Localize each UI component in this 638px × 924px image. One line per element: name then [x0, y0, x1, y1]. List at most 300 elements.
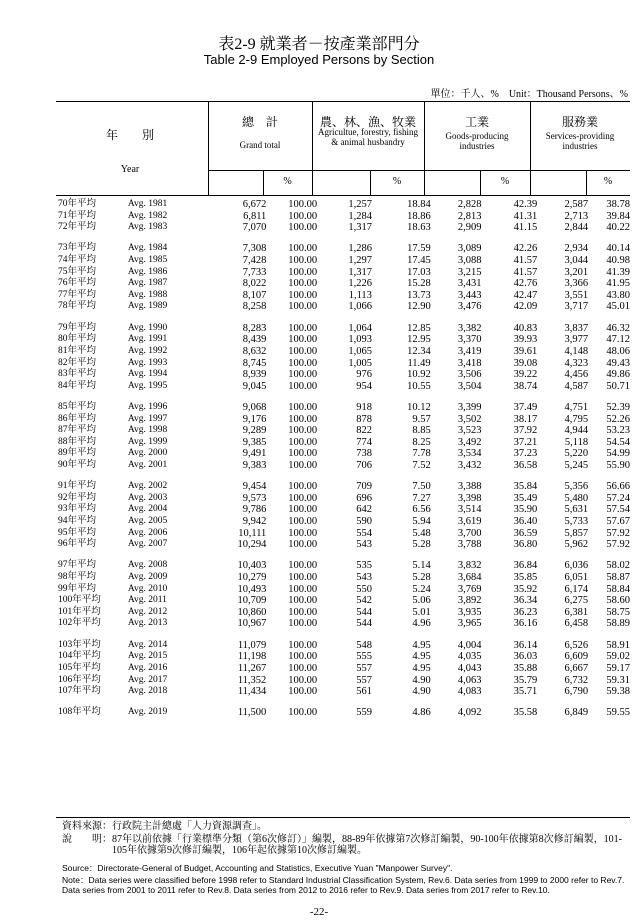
agri-count-cell: 822 — [356, 425, 372, 437]
agri-count-cell: 550 — [356, 583, 372, 595]
total-count-cell: 7,308 — [242, 243, 267, 255]
note-zh — [62, 834, 632, 856]
year-en-cell: Avg. 1987 — [127, 278, 168, 289]
services-pct-cell: 40.98 — [606, 255, 630, 267]
industry-count-cell: 3,788 — [457, 539, 482, 551]
table-row — [56, 437, 630, 449]
year-zh-cell: 88年平均 — [58, 436, 97, 447]
industry-count-cell: 3,769 — [457, 583, 482, 595]
services-pct-cell: 49.86 — [606, 369, 630, 381]
year-en-cell: Avg. 1984 — [127, 243, 168, 254]
industry-count-cell: 3,514 — [457, 504, 482, 516]
year-zh-cell: 92年平均 — [58, 492, 97, 503]
header-total-en: Grand total — [239, 140, 281, 150]
total-pct-cell: 100.00 — [288, 345, 318, 357]
agri-count-cell: 1,065 — [348, 345, 372, 357]
table-row — [56, 381, 630, 393]
source-en: Source：Directorate-General of Budget, Accounting and Statistics, Executive Yuan "Manpower Survey". — [62, 863, 453, 873]
industry-pct-cell: 35.88 — [513, 662, 538, 674]
agri-pct-cell: 10.12 — [407, 401, 431, 413]
table-row — [56, 539, 630, 551]
agri-count-cell: 561 — [356, 686, 372, 698]
table-row — [56, 255, 630, 267]
industry-pct-cell: 35.92 — [513, 583, 538, 595]
total-count-cell: 11,434 — [237, 686, 267, 698]
table-row — [56, 414, 630, 426]
services-count-cell: 4,323 — [564, 357, 589, 369]
total-count-cell: 7,733 — [242, 266, 267, 278]
agri-count-cell: 642 — [356, 504, 372, 516]
pct-header-agri: % — [392, 176, 402, 187]
pct-header-total: % — [283, 176, 292, 187]
total-count-cell: 9,385 — [242, 436, 267, 448]
year-zh-cell: 94年平均 — [58, 516, 97, 526]
group-spacer — [56, 234, 630, 244]
year-zh-cell: 100年平均 — [58, 595, 101, 606]
total-count-cell: 8,745 — [242, 357, 267, 369]
services-count-cell: 3,201 — [564, 266, 589, 278]
year-en-cell: Avg. 1992 — [127, 345, 168, 356]
year-en-cell: Avg. 2010 — [127, 583, 168, 594]
year-zh-cell: 81年平均 — [58, 345, 97, 356]
services-count-cell: 5,857 — [564, 527, 589, 539]
agri-count-cell: 543 — [356, 539, 372, 551]
services-count-cell: 2,844 — [564, 222, 589, 234]
year-zh-cell: 74年平均 — [58, 255, 97, 266]
services-count-cell: 6,381 — [564, 606, 589, 618]
industry-pct-cell: 37.92 — [513, 425, 538, 437]
total-pct-cell: 100.00 — [288, 448, 318, 460]
industry-pct-cell: 35.90 — [513, 504, 538, 516]
year-en-cell: Avg. 1998 — [127, 425, 168, 436]
industry-pct-cell: 37.21 — [513, 436, 538, 448]
total-count-cell: 7,428 — [242, 255, 267, 267]
industry-pct-cell: 41.57 — [513, 266, 538, 278]
services-count-cell: 3,044 — [564, 255, 589, 267]
services-pct-cell: 54.54 — [606, 436, 630, 448]
table-row — [56, 369, 630, 381]
services-count-cell: 5,962 — [564, 539, 589, 551]
industry-pct-cell: 39.08 — [513, 357, 538, 369]
agri-pct-cell: 7.27 — [412, 492, 431, 504]
agri-pct-cell: 7.78 — [412, 448, 431, 460]
total-pct-cell: 100.00 — [288, 651, 318, 663]
industry-pct-cell: 40.83 — [513, 322, 538, 334]
year-zh-cell: 79年平均 — [58, 322, 97, 333]
industry-count-cell: 3,619 — [457, 516, 482, 527]
table-row — [56, 448, 630, 460]
agri-count-cell: 1,113 — [348, 289, 372, 301]
agri-count-cell: 1,066 — [348, 301, 372, 313]
services-pct-cell: 41.95 — [606, 278, 630, 290]
total-count-cell: 8,258 — [242, 301, 267, 313]
agri-pct-cell: 4.95 — [412, 639, 431, 651]
services-pct-cell: 41.39 — [606, 266, 630, 278]
services-pct-cell: 59.17 — [606, 662, 630, 674]
note-zh-label: 說 明： — [62, 834, 112, 845]
total-pct-cell: 100.00 — [288, 606, 318, 618]
group-spacer — [56, 392, 630, 402]
agri-pct-cell: 17.45 — [407, 255, 431, 267]
year-en-cell: Avg. 1985 — [127, 255, 168, 266]
total-count-cell: 9,045 — [242, 380, 267, 392]
table-row — [56, 211, 630, 223]
source-zh: 資料來源：行政院主計總處「人力資源調查」。 — [62, 821, 267, 832]
year-en-cell: Avg. 2012 — [127, 606, 168, 617]
year-zh-cell: 84年平均 — [58, 380, 97, 391]
agri-pct-cell: 18.86 — [407, 210, 431, 222]
agri-pct-cell: 15.28 — [407, 278, 431, 290]
industry-pct-cell: 42.09 — [513, 301, 538, 313]
table-row — [56, 516, 630, 528]
services-count-cell: 5,480 — [564, 492, 589, 504]
total-count-cell: 11,267 — [237, 662, 267, 674]
agri-count-cell: 774 — [356, 436, 372, 448]
table-top-rule — [56, 101, 630, 102]
industry-pct-cell: 35.79 — [513, 674, 538, 686]
agri-count-cell: 557 — [356, 674, 372, 686]
services-pct-cell: 58.60 — [606, 595, 630, 607]
industry-pct-cell: 36.34 — [513, 595, 538, 607]
services-count-cell: 2,713 — [564, 210, 589, 222]
industry-pct-cell: 36.14 — [513, 639, 538, 651]
industry-pct-cell: 38.17 — [513, 413, 538, 425]
total-pct-cell: 100.00 — [288, 539, 318, 551]
industry-pct-cell: 42.39 — [513, 199, 538, 210]
industry-count-cell: 3,431 — [457, 278, 482, 290]
table-row — [56, 618, 630, 630]
industry-pct-cell: 41.31 — [513, 210, 538, 222]
total-pct-cell: 100.00 — [288, 707, 318, 719]
agri-count-cell: 706 — [356, 459, 372, 471]
agri-count-cell: 543 — [356, 572, 372, 584]
total-pct-cell: 100.00 — [288, 583, 318, 595]
total-pct-cell: 100.00 — [288, 639, 318, 651]
total-count-cell: 9,454 — [242, 481, 267, 493]
total-count-cell: 11,198 — [237, 651, 267, 663]
services-pct-cell: 58.91 — [606, 639, 630, 651]
industry-pct-cell: 41.15 — [513, 222, 538, 234]
services-count-cell: 4,587 — [564, 380, 589, 392]
year-en-cell: Avg. 2000 — [127, 448, 168, 459]
year-en-cell: Avg. 1989 — [127, 301, 168, 312]
services-pct-cell: 49.43 — [606, 357, 630, 369]
agri-pct-cell: 5.94 — [412, 516, 431, 527]
total-count-cell: 11,500 — [237, 707, 267, 719]
industry-pct-cell: 39.61 — [513, 345, 538, 357]
pct-header-services: % — [603, 176, 613, 187]
year-zh-cell: 87年平均 — [58, 425, 97, 436]
year-en-cell: Avg. 2007 — [127, 539, 168, 550]
table-body — [56, 199, 630, 719]
total-count-cell: 9,491 — [242, 448, 267, 460]
total-pct-cell: 100.00 — [288, 199, 318, 210]
total-pct-cell: 100.00 — [288, 401, 318, 413]
year-zh-cell: 85年平均 — [58, 401, 97, 412]
year-zh-cell: 102年平均 — [58, 618, 101, 629]
agri-pct-cell: 11.49 — [407, 357, 431, 369]
table-row — [56, 572, 630, 584]
industry-pct-cell: 37.49 — [513, 401, 538, 413]
services-count-cell: 4,944 — [564, 425, 589, 437]
services-count-cell: 5,118 — [564, 436, 589, 448]
year-zh-cell: 86年平均 — [58, 413, 97, 424]
table-row — [56, 686, 630, 698]
year-en-cell: Avg. 1993 — [127, 357, 168, 368]
agri-count-cell: 1,286 — [348, 243, 372, 255]
industry-pct-cell: 35.71 — [513, 686, 538, 698]
pct-subheader-rule — [208, 170, 630, 171]
total-pct-cell: 100.00 — [288, 560, 318, 572]
year-en-cell: Avg. 1982 — [127, 210, 168, 221]
industry-count-cell: 3,370 — [457, 334, 482, 346]
services-pct-cell: 52.39 — [606, 401, 630, 413]
services-count-cell: 6,458 — [564, 618, 589, 630]
year-zh-cell: 75年平均 — [58, 266, 97, 277]
year-zh-cell: 106年平均 — [58, 674, 101, 685]
year-en-cell: Avg. 2013 — [127, 618, 168, 629]
total-pct-cell: 100.00 — [288, 674, 318, 686]
industry-pct-cell: 36.16 — [513, 618, 538, 630]
industry-count-cell: 3,700 — [457, 527, 482, 539]
year-en-cell: Avg. 2005 — [127, 516, 168, 526]
industry-pct-cell: 42.26 — [513, 243, 538, 255]
total-pct-cell: 100.00 — [288, 334, 318, 346]
services-count-cell: 3,551 — [564, 289, 589, 301]
agri-pct-cell: 4.90 — [412, 686, 431, 698]
table-row — [56, 243, 630, 255]
agri-count-cell: 918 — [356, 401, 372, 413]
services-pct-cell: 56.66 — [606, 481, 630, 493]
total-count-cell: 8,283 — [242, 322, 267, 334]
industry-pct-cell: 36.59 — [513, 527, 538, 539]
services-pct-cell: 50.71 — [606, 380, 630, 392]
services-pct-cell: 57.24 — [606, 492, 630, 504]
year-en-cell: Avg. 2011 — [127, 595, 167, 606]
industry-count-cell: 3,432 — [457, 459, 482, 471]
agri-pct-cell: 10.55 — [407, 380, 431, 392]
industry-count-cell: 2,828 — [457, 199, 482, 210]
agri-count-cell: 555 — [356, 651, 372, 663]
year-en-cell: Avg. 1981 — [127, 199, 168, 209]
agri-pct-cell: 17.59 — [407, 243, 431, 255]
year-zh-cell: 93年平均 — [58, 504, 97, 515]
agri-pct-cell: 4.96 — [412, 618, 431, 630]
industry-pct-cell: 36.84 — [513, 560, 538, 572]
industry-count-cell: 2,813 — [457, 210, 482, 222]
agri-count-cell: 696 — [356, 492, 372, 504]
year-en-cell: Avg. 1996 — [127, 401, 168, 412]
total-count-cell: 8,939 — [242, 369, 267, 381]
year-en-cell: Avg. 2015 — [127, 651, 168, 662]
agri-pct-cell: 12.34 — [407, 345, 431, 357]
services-count-cell: 2,934 — [564, 243, 589, 255]
total-pct-cell: 100.00 — [288, 380, 318, 392]
services-count-cell: 6,036 — [564, 560, 589, 572]
agri-pct-cell: 13.73 — [407, 289, 431, 301]
table-row — [56, 607, 630, 619]
agri-pct-cell: 5.14 — [412, 560, 431, 572]
table-row — [56, 493, 630, 505]
services-count-cell: 5,245 — [564, 459, 589, 471]
agri-count-cell: 1,226 — [348, 278, 372, 290]
year-zh-cell: 82年平均 — [58, 357, 97, 368]
services-count-cell: 4,795 — [564, 413, 589, 425]
total-pct-cell: 100.00 — [288, 357, 318, 369]
year-zh-cell: 73年平均 — [58, 243, 97, 254]
services-count-cell: 6,849 — [564, 707, 589, 719]
industry-pct-cell: 36.80 — [513, 539, 538, 551]
services-count-cell: 6,051 — [564, 572, 589, 584]
total-pct-cell: 100.00 — [288, 413, 318, 425]
services-pct-cell: 39.84 — [606, 210, 630, 222]
industry-count-cell: 4,004 — [457, 639, 482, 651]
services-count-cell: 5,356 — [564, 481, 589, 493]
agri-pct-cell: 12.90 — [407, 301, 431, 313]
agri-pct-cell: 18.63 — [407, 222, 431, 234]
total-pct-cell: 100.00 — [288, 662, 318, 674]
agri-pct-cell: 5.06 — [412, 595, 431, 607]
agri-count-cell: 878 — [356, 413, 372, 425]
year-zh-cell: 105年平均 — [58, 662, 101, 673]
agri-count-cell: 559 — [356, 707, 372, 719]
total-count-cell: 10,967 — [237, 618, 267, 630]
industry-count-cell: 2,909 — [457, 222, 482, 234]
employment-table — [56, 199, 630, 719]
table-bottom-rule — [56, 817, 630, 818]
total-pct-cell: 100.00 — [288, 572, 318, 584]
industry-pct-cell: 35.84 — [513, 481, 538, 493]
header-industry-en: Goods-producing industries — [445, 131, 509, 151]
table-row — [56, 278, 630, 290]
total-pct-cell: 100.00 — [288, 436, 318, 448]
year-en-cell: Avg. 2014 — [127, 639, 168, 650]
agri-pct-cell: 9.57 — [412, 413, 431, 425]
year-en-cell: Avg. 1990 — [127, 322, 168, 333]
total-pct-cell: 100.00 — [288, 369, 318, 381]
industry-count-cell: 4,063 — [457, 674, 482, 686]
header-services-en: Services-providing industries — [545, 131, 615, 151]
industry-count-cell: 3,935 — [457, 606, 482, 618]
services-count-cell: 2,587 — [564, 199, 589, 210]
header-agri-en: Agricultue, forestry, fishing & animal husbandry — [318, 127, 418, 147]
services-pct-cell: 58.84 — [606, 583, 630, 595]
year-zh-cell: 70年平均 — [58, 199, 97, 209]
total-count-cell: 10,111 — [238, 527, 267, 539]
group-spacer — [56, 551, 630, 561]
year-zh-cell: 107年平均 — [58, 686, 101, 697]
agri-pct-cell: 12.95 — [407, 334, 431, 346]
industry-count-cell: 3,476 — [457, 301, 482, 313]
table-row — [56, 346, 630, 358]
table-row — [56, 640, 630, 652]
total-count-cell: 11,079 — [237, 639, 267, 651]
total-count-cell: 7,070 — [242, 222, 267, 234]
industry-count-cell: 3,965 — [457, 618, 482, 630]
header-year-zh: 年 別 — [105, 128, 154, 142]
total-count-cell: 11,352 — [237, 674, 267, 686]
total-count-cell: 10,403 — [237, 560, 267, 572]
total-pct-cell: 100.00 — [288, 255, 318, 267]
services-pct-cell: 46.32 — [606, 322, 630, 334]
agri-pct-cell: 5.24 — [412, 583, 431, 595]
total-count-cell: 10,860 — [237, 606, 267, 618]
agri-pct-cell: 5.01 — [412, 606, 431, 618]
services-pct-cell: 58.89 — [606, 618, 630, 630]
industry-count-cell: 3,504 — [457, 380, 482, 392]
total-pct-cell: 100.00 — [288, 425, 318, 437]
agri-count-cell: 1,317 — [348, 266, 372, 278]
services-pct-cell: 47.12 — [606, 334, 630, 346]
industry-count-cell: 3,832 — [457, 560, 482, 572]
services-pct-cell: 57.67 — [606, 516, 630, 527]
total-pct-cell: 100.00 — [288, 481, 318, 493]
services-count-cell: 3,717 — [564, 301, 589, 313]
note-zh-text: 87年以前依據「行業標準分類（第6次修訂）」編製，88-89年依據第7次修訂編製，90-100年依據第8次修訂編製，101-105年依據第9次修訂編製，106年起依據第10次修訂編製。 — [112, 834, 622, 856]
industry-count-cell: 4,035 — [457, 651, 482, 663]
industry-count-cell: 3,492 — [457, 436, 482, 448]
agri-pct-cell: 17.03 — [407, 266, 431, 278]
table-row — [56, 707, 630, 719]
services-count-cell: 6,174 — [564, 583, 589, 595]
agri-pct-cell: 8.85 — [412, 425, 431, 437]
services-pct-cell: 48.06 — [606, 345, 630, 357]
services-count-cell: 6,275 — [564, 595, 589, 607]
industry-pct-cell: 36.03 — [513, 651, 538, 663]
group-spacer — [56, 472, 630, 482]
services-count-cell: 3,366 — [564, 278, 589, 290]
year-en-cell: Avg. 2017 — [127, 674, 168, 685]
services-count-cell: 5,733 — [564, 516, 589, 527]
year-en-cell: Avg. 1983 — [127, 222, 168, 233]
services-count-cell: 4,751 — [564, 401, 589, 413]
year-en-cell: Avg. 1986 — [127, 266, 168, 277]
year-en-cell: Avg. 1999 — [127, 436, 168, 447]
industry-pct-cell: 36.23 — [513, 606, 538, 618]
total-count-cell: 8,632 — [242, 345, 267, 357]
agri-pct-cell: 5.28 — [412, 572, 431, 584]
agri-count-cell: 976 — [356, 369, 372, 381]
year-en-cell: Avg. 2016 — [127, 662, 168, 673]
services-pct-cell: 55.90 — [606, 459, 630, 471]
industry-count-cell: 3,399 — [457, 401, 482, 413]
year-zh-cell: 72年平均 — [58, 222, 97, 233]
year-zh-cell: 101年平均 — [58, 606, 101, 617]
services-pct-cell: 40.14 — [606, 243, 630, 255]
year-zh-cell: 98年平均 — [58, 572, 97, 583]
industry-count-cell: 3,523 — [457, 425, 482, 437]
agri-pct-cell: 12.85 — [407, 322, 431, 334]
total-count-cell: 10,279 — [237, 572, 267, 584]
agri-count-cell: 1,093 — [348, 334, 372, 346]
total-pct-cell: 100.00 — [288, 516, 318, 527]
year-zh-cell: 97年平均 — [58, 560, 97, 571]
services-pct-cell: 52.26 — [606, 413, 630, 425]
total-count-cell: 9,942 — [242, 516, 267, 527]
services-count-cell: 5,220 — [564, 448, 589, 460]
industry-pct-cell: 35.49 — [513, 492, 538, 504]
total-pct-cell: 100.00 — [288, 266, 318, 278]
services-pct-cell: 59.38 — [606, 686, 630, 698]
agri-pct-cell: 7.50 — [412, 481, 431, 493]
industry-count-cell: 3,088 — [457, 255, 482, 267]
services-pct-cell: 57.92 — [606, 539, 630, 551]
agri-count-cell: 1,257 — [348, 199, 372, 210]
total-pct-cell: 100.00 — [288, 243, 318, 255]
year-zh-cell: 83年平均 — [58, 369, 97, 380]
total-count-cell: 10,709 — [237, 595, 267, 607]
industry-count-cell: 3,534 — [457, 448, 482, 460]
